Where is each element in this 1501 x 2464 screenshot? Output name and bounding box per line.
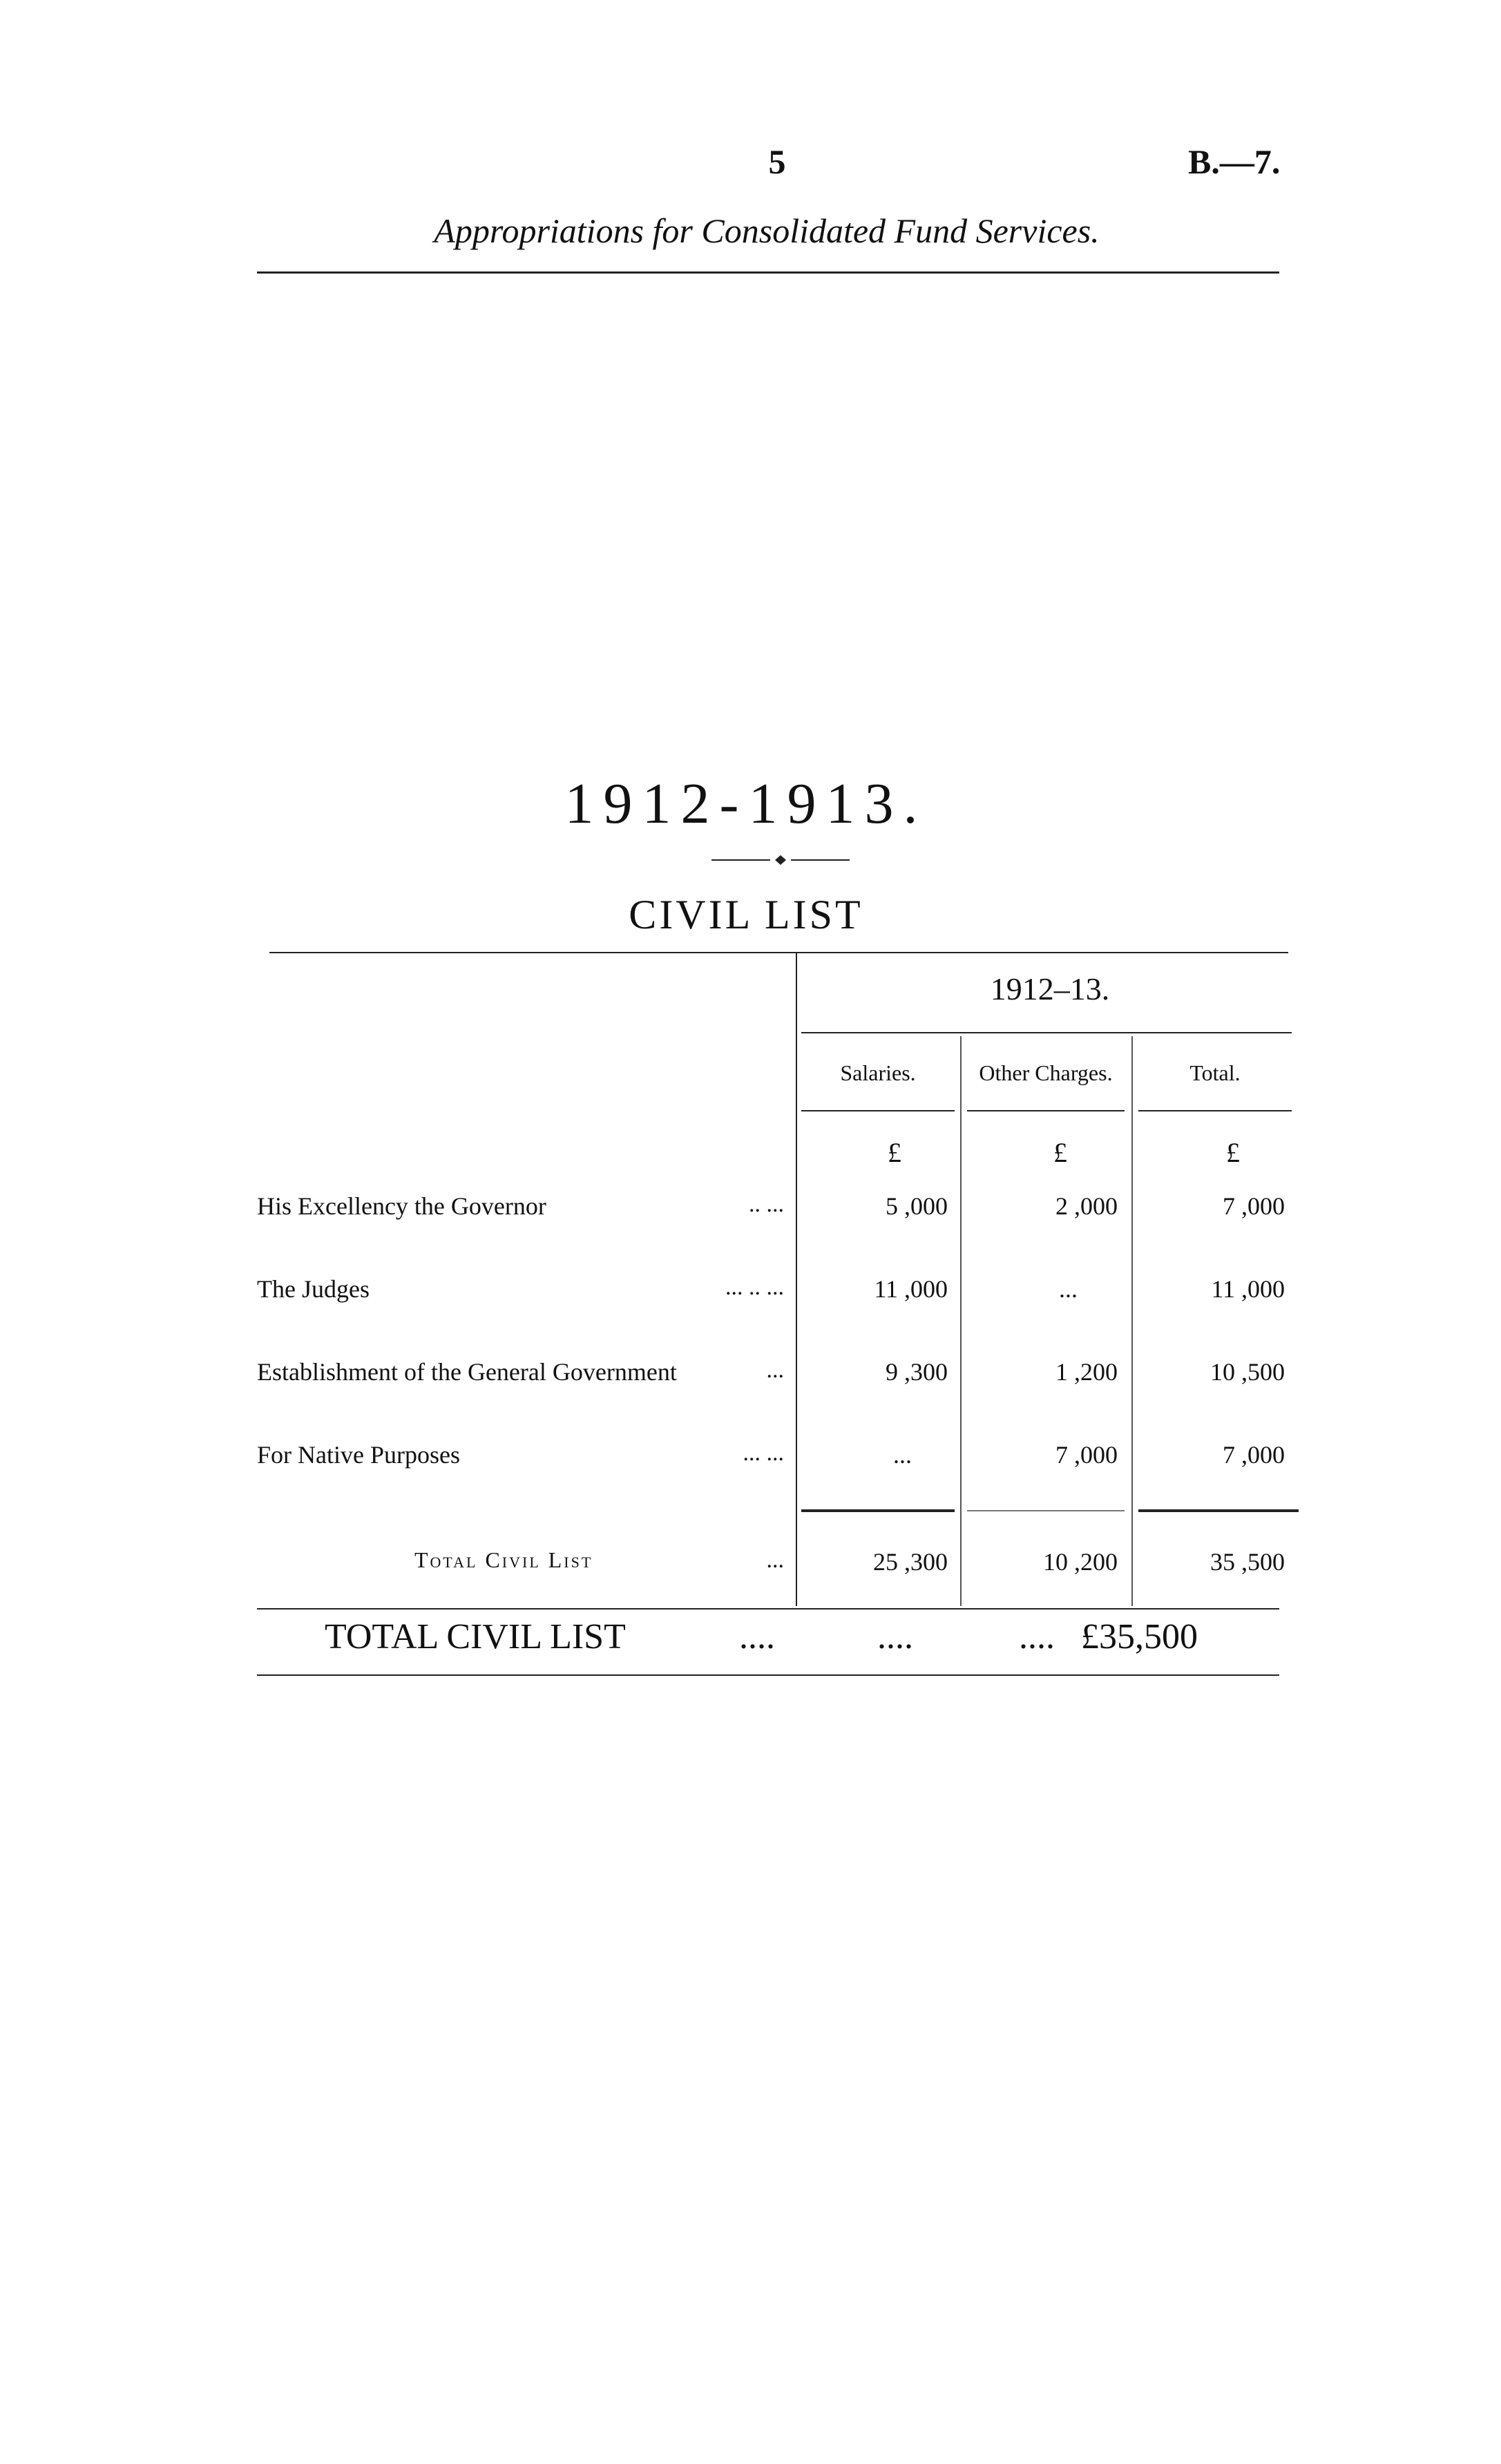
header-underline-3 [1138, 1110, 1292, 1111]
other-charges-cell: 2 ,000 [1055, 1192, 1118, 1220]
label-column-divider [796, 953, 797, 1606]
total-cell: 11 ,000 [1211, 1275, 1285, 1303]
total-rule-3 [1138, 1509, 1299, 1512]
period-header: 1912–13. [990, 971, 1110, 1006]
row-label: For Native Purposes [257, 1441, 460, 1469]
total-total-cell: 35 ,500 [1210, 1548, 1285, 1576]
total-salaries-cell: 25 ,300 [873, 1548, 948, 1576]
other-charges-cell: ... [1059, 1275, 1078, 1303]
column-header-salaries: Salaries. [840, 1060, 916, 1085]
document-reference: B.—7. [1188, 142, 1281, 181]
period-underline [801, 1032, 1292, 1033]
total-rule-1 [801, 1509, 955, 1512]
grand-total-amount: £35,500 [1081, 1617, 1198, 1656]
row-label: The Judges [257, 1275, 370, 1303]
currency-symbol-total: £ [1226, 1137, 1240, 1168]
grand-total-leader: .... [1019, 1617, 1055, 1656]
total-row-label: Total Civil List [414, 1547, 593, 1572]
row-leaders: .. ... [749, 1192, 784, 1217]
total-other-charges-cell: 10 ,200 [1043, 1548, 1118, 1576]
header-underline-1 [801, 1110, 955, 1111]
currency-symbol-salaries: £ [888, 1137, 901, 1168]
total-row-leaders: ... [766, 1547, 784, 1573]
grand-total-rule [257, 1674, 1279, 1676]
charges-divider [1131, 1036, 1133, 1606]
other-charges-cell: 7 ,000 [1055, 1441, 1118, 1469]
salaries-divider [960, 1036, 962, 1606]
grand-total-leader: .... [877, 1617, 913, 1656]
grand-total-label: TOTAL CIVIL LIST [325, 1617, 626, 1656]
table-title: CIVIL LIST [629, 892, 863, 937]
header-rule [257, 271, 1279, 274]
grand-total-leader: .... [739, 1617, 775, 1656]
salaries-cell: 9 ,300 [886, 1358, 948, 1386]
row-leaders: ... [766, 1357, 784, 1383]
total-cell: 7 ,000 [1223, 1192, 1285, 1220]
running-title: Appropriations for Consolidated Fund Services. [434, 211, 1100, 250]
ornament-divider [711, 853, 850, 867]
salaries-cell: 5 ,000 [886, 1192, 948, 1220]
column-header-total: Total. [1189, 1060, 1241, 1085]
column-header-other-charges: Other Charges. [979, 1060, 1113, 1085]
table-top-rule [269, 952, 1288, 953]
table-bottom-rule [257, 1608, 1279, 1610]
row-leaders: ... .. ... [725, 1274, 784, 1300]
total-cell: 7 ,000 [1223, 1441, 1285, 1469]
other-charges-cell: 1 ,200 [1055, 1358, 1118, 1386]
salaries-cell: 11 ,000 [874, 1275, 948, 1303]
currency-symbol-other-charges: £ [1053, 1137, 1067, 1168]
page-number: 5 [768, 142, 786, 181]
row-label: Establishment of the General Government [257, 1358, 677, 1386]
salaries-cell: ... [893, 1441, 912, 1469]
header-underline-2 [967, 1110, 1125, 1111]
year-heading: 1912-1913. [564, 772, 928, 836]
total-cell: 10 ,500 [1210, 1358, 1285, 1386]
row-label: His Excellency the Governor [257, 1192, 546, 1220]
total-rule-2 [967, 1510, 1125, 1511]
row-leaders: ... ... [743, 1440, 784, 1466]
